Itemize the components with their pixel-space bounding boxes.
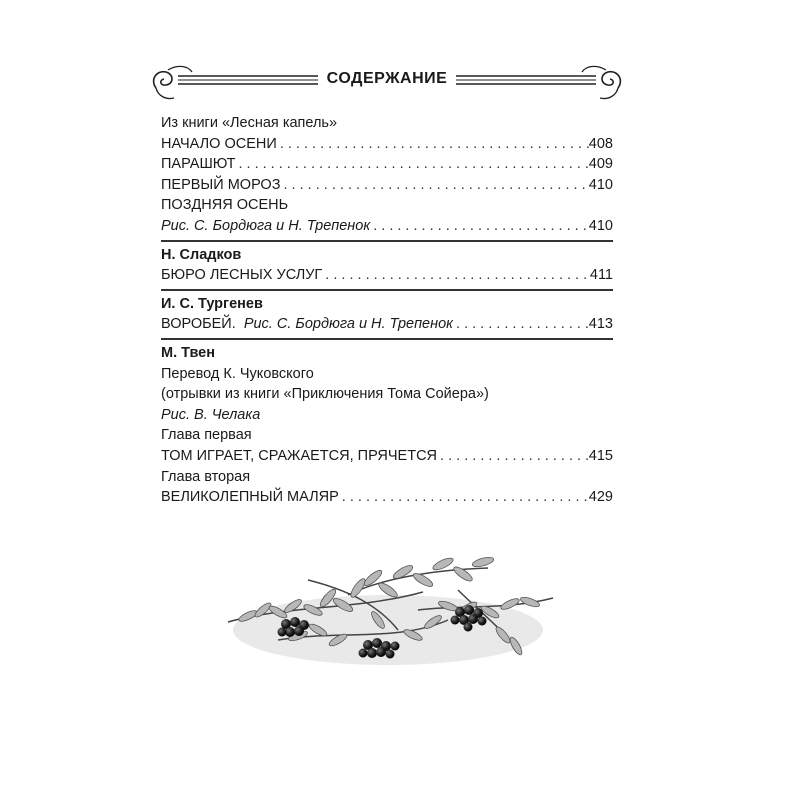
excerpt-note: (отрывки из книги «Приключения Тома Сойера»)	[161, 386, 489, 403]
section-divider	[161, 289, 613, 291]
table-of-contents	[161, 113, 613, 508]
dot-leader	[437, 446, 589, 467]
entry-page: 411	[589, 267, 613, 284]
contents-header	[148, 58, 626, 108]
dot-leader	[235, 154, 588, 175]
page-title: СОДЕРЖАНИЕ	[326, 70, 448, 87]
dot-leader	[339, 487, 589, 508]
entry-page: 408	[588, 135, 613, 152]
rowan-branch-illustration	[218, 550, 558, 680]
entry-page: 429	[588, 489, 613, 506]
dot-leader	[322, 265, 590, 286]
section-divider	[161, 240, 613, 242]
entry-title: ТОМ ИГРАЕТ, СРАЖАЕТСЯ, ПРЯЧЕТСЯ	[161, 447, 438, 464]
entry-title: ПОЗДНЯЯ ОСЕНЬ	[161, 197, 289, 214]
entry-page: 413	[588, 316, 613, 333]
entry-page: 415	[588, 447, 613, 464]
toc-entry[interactable]	[161, 265, 613, 286]
dot-leader	[280, 175, 588, 196]
dot-leader	[370, 216, 589, 237]
entry-title: ПАРАШЮТ	[161, 156, 236, 173]
entry-title: ВОРОБЕЙ.	[161, 316, 236, 333]
author-name: Н. Сладков	[161, 246, 242, 263]
toc-entry[interactable]	[161, 154, 613, 175]
toc-entry[interactable]	[161, 314, 613, 335]
toc-entry[interactable]	[161, 134, 613, 155]
right-ornament-icon	[456, 58, 626, 108]
dot-leader	[277, 134, 589, 155]
toc-entry[interactable]	[161, 487, 613, 508]
source-book-line: Из книги «Лесная капель»	[161, 115, 338, 131]
entry-page: 410	[588, 176, 613, 193]
section-divider	[161, 338, 613, 340]
entry-page: 409	[588, 156, 613, 173]
entry-title: БЮРО ЛЕСНЫХ УСЛУГ	[161, 267, 323, 284]
translator-line: Перевод К. Чуковского	[161, 365, 314, 382]
dot-leader	[453, 314, 589, 335]
entry-title: ПЕРВЫЙ МОРОЗ	[161, 176, 281, 193]
illustrator-credit: Рис. С. Бордюга и Н. Трепенок	[161, 217, 371, 234]
entry-title: НАЧАЛО ОСЕНИ	[161, 135, 277, 152]
toc-entry[interactable]	[161, 446, 613, 467]
illustrator-credit: Рис. С. Бордюга и Н. Трепенок	[243, 316, 454, 333]
author-name: И. С. Тургенев	[161, 295, 263, 312]
toc-entry[interactable]	[161, 175, 613, 196]
chapter-label: Глава вторая	[161, 468, 251, 485]
entry-title: ВЕЛИКОЛЕПНЫЙ МАЛЯР	[161, 489, 339, 506]
illustrator-credit: Рис. В. Челака	[161, 406, 261, 423]
chapter-label: Глава первая	[161, 427, 252, 444]
entry-page: 410	[588, 217, 613, 234]
author-name: М. Твен	[161, 344, 215, 361]
toc-entry[interactable]	[161, 216, 613, 237]
